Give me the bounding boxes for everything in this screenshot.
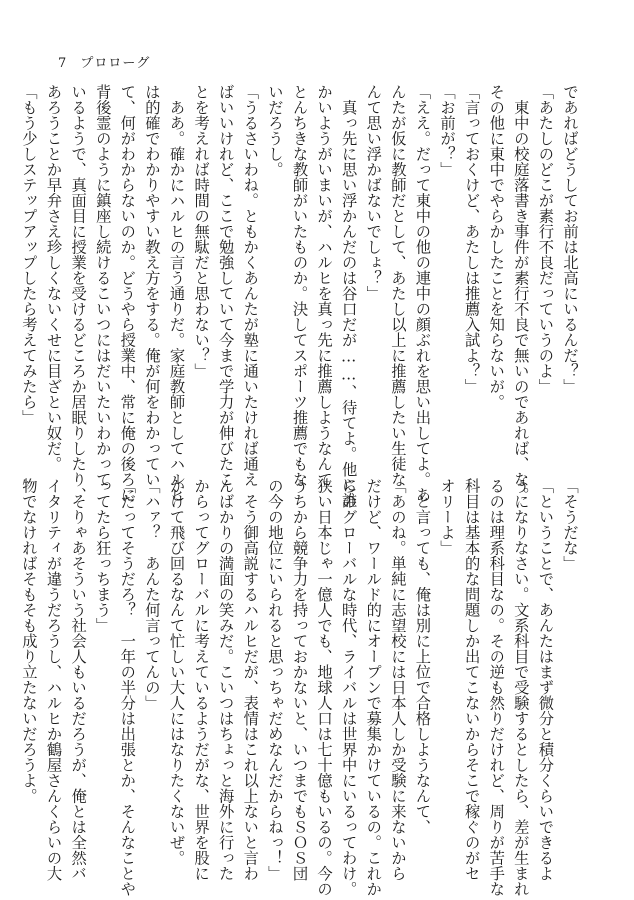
text-line: と言っても、俺は別に上位で合格しようなんて、 bbox=[413, 478, 432, 835]
text-line: そりゃあそういう社会人もいるだろうが、俺とは全然バ bbox=[69, 478, 88, 881]
text-line: かけて飛び回るなんて忙しい大人にはなりたくないぜ。 bbox=[167, 478, 186, 866]
text-line: その他に東中でやらかしたことを知らないが。 bbox=[487, 84, 506, 410]
text-line: あろうことか早弁さえ珍しくないくせに目ざとい奴だ。 bbox=[44, 84, 63, 472]
text-line: オリーよ」 bbox=[438, 478, 457, 556]
text-line: るのは理系科目なの。その逆も然りだけれど、周りが苦手な bbox=[487, 478, 506, 897]
text-line: ってたら狂っちまう」 bbox=[93, 478, 112, 633]
text-line: んたが仮に教師だとして、あたし以上に推薦したい生徒な bbox=[388, 84, 407, 487]
page-number: 7 bbox=[58, 56, 68, 71]
text-line: だけど、ワールド的にオープンで募集かけているの。これか bbox=[364, 478, 383, 897]
text-line: 「あのね。単純に志望校には日本人しか受験に来ないから bbox=[388, 478, 407, 881]
text-line: からってグローバルに考えているようだがな、世界を股に bbox=[192, 478, 211, 881]
text-line: ああ。確かにハルヒの言う通りだ。家庭教師としてハルヒ bbox=[167, 84, 186, 503]
text-line: イタリティが違うだろうし、ハルヒか鶴屋さんくらいの大 bbox=[44, 478, 63, 881]
text-line: ばいいけれど、ここで勉強していて今まで学力が伸びたこ bbox=[216, 84, 235, 487]
page-header bbox=[58, 52, 150, 71]
text-line: うちから競争力を持っておかないと、いつまでもＳＯＳ団 bbox=[290, 478, 309, 881]
text-line: 「お前が？」 bbox=[438, 84, 457, 177]
text-line: であればどうしてお前は北高にいるんだ？」 bbox=[561, 84, 579, 394]
text-line: て、何がわからないのか。どうやら授業中、常に俺の後ろに bbox=[118, 84, 137, 503]
upper-text-block bbox=[19, 84, 582, 508]
chapter-title: プロローグ bbox=[80, 56, 151, 71]
text-line: 「ということで、あんたはまず微分と積分くらいできるよ bbox=[536, 478, 555, 881]
text-line: 「だってそうだろ？ 一年の半分は出張とか、そんなことや bbox=[118, 478, 137, 897]
text-line: 「うるさいわね。ともかくあんたが塾に通いたければ通え bbox=[241, 84, 260, 487]
text-line: 物でなければそもそも成り立たないだろうよ。 bbox=[19, 478, 38, 804]
text-line: 「そうだな」 bbox=[561, 478, 579, 571]
text-line: んて思い浮かばないでしょ？」 bbox=[364, 84, 383, 301]
text-line: らのグローバルな時代、ライバルは世界中にいるってわけ。 bbox=[339, 478, 358, 897]
text-line: 「ハァ？ あんた何言ってんの」 bbox=[142, 478, 161, 711]
text-line: いだろうし。 bbox=[265, 84, 284, 177]
text-line: 「もう少しステップアップしたら考えてみたら」 bbox=[19, 84, 38, 425]
text-line: 背後霊のように鎮座し続けるこいつにはだいたいわかって bbox=[93, 84, 112, 487]
lower-text-block bbox=[19, 478, 582, 897]
text-line: は的確でわかりやすい教え方をする。俺が何をわかってい bbox=[142, 84, 161, 487]
text-line: 「あたしのどこが素行不良だっていうのよ」 bbox=[536, 84, 555, 394]
text-line: そう御高説するハルヒだが、表情はこれ以上ないと言わ bbox=[241, 478, 260, 881]
text-line: 科目は基本的な問題しか出てこないからそこで稼ぐのがセ bbox=[462, 478, 481, 881]
text-line: 「ええ。だって東中の他の連中の顔ぶれを思い出してよ。あ bbox=[413, 84, 432, 503]
text-line: とを考えれば時間の無駄だと思わない？」 bbox=[192, 84, 211, 379]
text-line: かいようがいまいが、ハルヒを真っ先に推薦しようなんて bbox=[315, 84, 334, 487]
text-line: とんちきな教師がいたものか。決してスポーツ推薦でもな bbox=[290, 84, 309, 487]
text-line: 狭い日本じゃ一億人でも、地球人口は七十億もいるの。今の bbox=[315, 478, 334, 897]
text-line: 真っ先に思い浮かんだのは谷口だが……、待てよ。他に誰 bbox=[339, 84, 358, 508]
text-line: 「言っておくけど、あたしは推薦入試よ？」 bbox=[462, 84, 481, 394]
text-line: の今の地位にいられると思っちゃだめなんだからねっ！」 bbox=[265, 478, 284, 881]
text-line: 東中の校庭落書き事件が素行不良で無いのであれば、な。 bbox=[511, 84, 530, 503]
text-line: いるようで、真面目に授業を受けるどころか居眠りしたり、 bbox=[69, 84, 88, 503]
text-line: うになりなさい。文系科目で受験するとしたら、差が生まれ bbox=[511, 478, 530, 897]
text-line: んばかりの満面の笑みだ。こいつはちょっと海外に行った bbox=[216, 478, 235, 881]
